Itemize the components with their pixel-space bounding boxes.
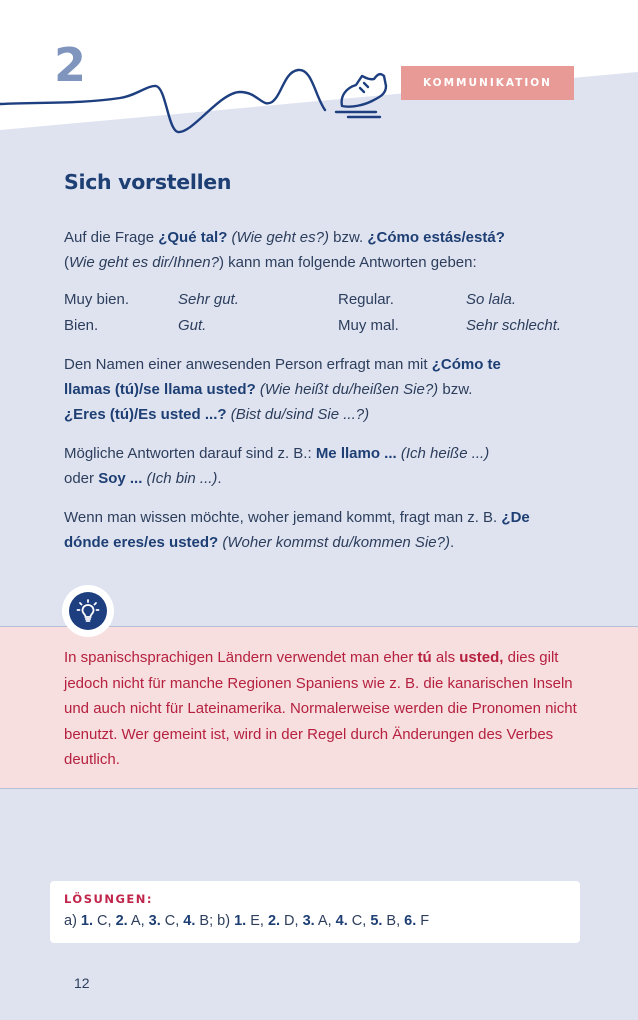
pa-text-1: Mögliche Antworten darauf sind z. B.: [64, 445, 316, 462]
solutions-b-prefix: b) [217, 913, 235, 929]
name-question-paragraph [64, 352, 584, 427]
origin-text-2: . [449, 534, 455, 551]
tip-text-3: dies gilt jedoch nicht für manche Regionen Spaniens wie z. B. die kanarischen Inseln und auch nicht für Lateinamerika. Normalerweise werden die Pronomen nicht benutzt. Wer gemeint ist, wird in der Regel durch Änderungen des Verbes deutlich. [64, 649, 577, 768]
answer-es: Bien. [64, 317, 99, 334]
solution-number: 5. [370, 913, 383, 929]
solution-value: A, [127, 913, 149, 929]
solution-number: 4. [183, 913, 196, 929]
intro-text-1: Auf die Frage [64, 229, 159, 246]
solution-number: 3. [148, 913, 161, 929]
answer-es: Muy mal. [338, 317, 399, 334]
solution-value: C, [93, 913, 116, 929]
solution-value: F [416, 913, 430, 929]
solutions-box [50, 881, 580, 943]
answer-de: Sehr schlecht. [466, 317, 562, 334]
answer-de: Gut. [178, 317, 207, 334]
answer-de: So lala. [466, 291, 517, 308]
pa-text-3: . [217, 470, 222, 487]
lightbulb-icon [75, 598, 101, 624]
nq-bold-1: ¿Cómo te [431, 356, 501, 373]
intro-italic-2: Wie geht es dir/Ihnen? [69, 254, 219, 271]
origin-text-1: Wenn man wissen möchte, woher jemand kommt, fragt man z. B. [64, 509, 502, 526]
solutions-label: LÖSUNGEN: [64, 892, 153, 906]
tip-bold-1: tú [417, 649, 432, 666]
answer-de: Sehr gut. [178, 291, 239, 308]
intro-bold-1: ¿Qué tal? [158, 229, 228, 246]
pa-bold-1: Me llamo ... [315, 445, 397, 462]
answer-es: Regular. [338, 291, 394, 308]
tip-icon-badge [62, 585, 114, 637]
possible-answers-paragraph [64, 441, 584, 491]
solution-value: C, [160, 913, 184, 929]
solution-number: 1. [80, 913, 94, 929]
tip-text [64, 645, 584, 773]
solution-number: 2. [267, 913, 281, 929]
tip-bold-2: usted, [459, 649, 504, 666]
intro-text-4: ) kann man folgende Antworten geben: [218, 254, 477, 271]
section-tag: KOMMUNIKATION [401, 66, 574, 100]
solution-value: D, [280, 913, 303, 929]
nq-text-1: Den Namen einer anwesenden Person erfragt man mit [64, 356, 432, 373]
intro-paragraph [64, 225, 584, 275]
solution-number: 2. [115, 913, 128, 929]
solution-value: A, [314, 913, 336, 929]
nq-italic-2: (Bist du/sind Sie ...?) [226, 406, 370, 423]
intro-bold-2: ¿Cómo estás/está? [367, 229, 505, 246]
header-white-area [0, 0, 638, 130]
answer-es: Muy bien. [64, 291, 130, 308]
page-title: Sich vorstellen [64, 170, 232, 194]
pa-italic-2: (Ich bin ...) [142, 470, 218, 487]
chapter-number: 2 [54, 38, 87, 92]
pa-text-2: oder [64, 470, 99, 487]
origin-bold-2: dónde eres/es usted? [64, 534, 219, 551]
origin-paragraph [64, 505, 584, 555]
solution-value: E, [246, 913, 268, 929]
pa-bold-2: Soy ... [98, 470, 143, 487]
solution-number: 4. [335, 913, 348, 929]
solution-value: C, [347, 913, 371, 929]
solution-value: B; [195, 913, 218, 929]
origin-italic-1: (Woher kommst du/kommen Sie?) [218, 534, 450, 551]
intro-text-2: bzw. [328, 229, 368, 246]
tip-text-2: als [431, 649, 460, 666]
tip-text-1: In spanischsprachigen Ländern verwendet man eher [64, 649, 418, 666]
nq-text-2: bzw. [438, 381, 473, 398]
nq-italic-1: (Wie heißt du/heißen Sie?) [255, 381, 439, 398]
nq-bold-3: ¿Eres (tú)/Es usted ...? [64, 406, 227, 423]
solution-value: B, [382, 913, 405, 929]
nq-bold-2: llamas (tú)/se llama usted? [64, 381, 256, 398]
page-number: 12 [74, 975, 90, 991]
solution-number: 1. [234, 913, 247, 929]
origin-bold-1: ¿De [501, 509, 530, 526]
intro-text-3: ( [64, 254, 69, 271]
pa-italic-1: (Ich heiße ...) [396, 445, 490, 462]
solutions-a-prefix: a) [64, 913, 81, 929]
intro-italic-1: (Wie geht es?) [227, 229, 329, 246]
solution-number: 3. [302, 913, 315, 929]
solution-number: 6. [404, 913, 417, 929]
solutions-text [64, 913, 566, 929]
